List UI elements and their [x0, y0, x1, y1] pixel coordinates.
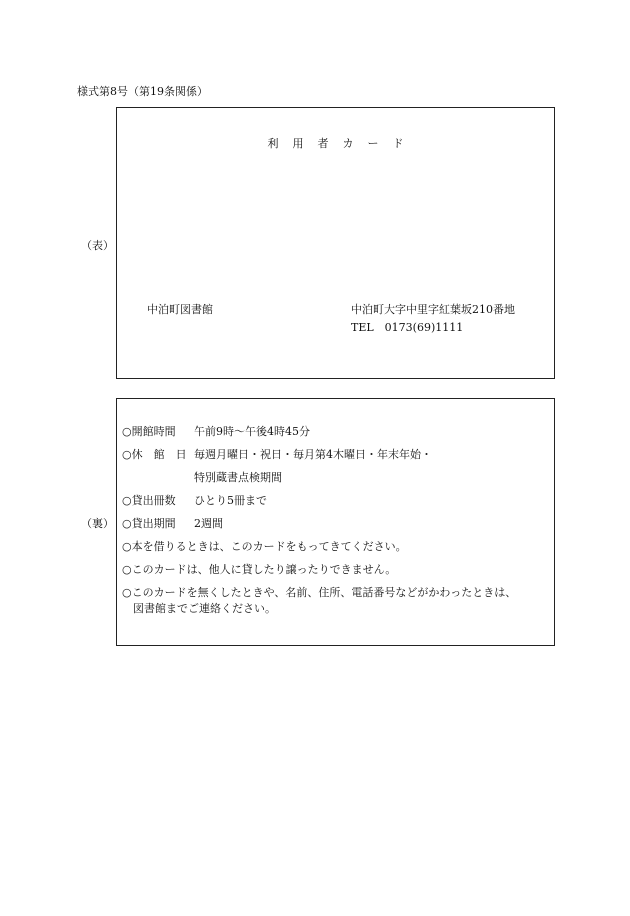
card-title: 利用者カード [267, 137, 418, 150]
library-address: 中泊町大字中里字紅葉坂210番地 [351, 303, 515, 316]
info-label: ○開館時間 [122, 425, 176, 438]
info-label: ○貸出冊数 [122, 494, 176, 507]
card-front [116, 107, 555, 379]
info-value: 2週間 [194, 517, 223, 530]
note-line: ○このカードは、他人に貸したり譲ったりできません。 [122, 563, 397, 576]
front-side-label: （表） [81, 239, 114, 252]
note-line: ○本を借りるときは、このカードをもってきてください。 [122, 540, 407, 553]
note-line: ○このカードを無くしたときや、名前、住所、電話番号などがかわったときは、 [122, 586, 517, 599]
note-line: 図書館までご連絡ください。 [122, 602, 276, 615]
loan-count-row [122, 492, 267, 508]
loan-period-row [122, 515, 223, 531]
info-value: ひとり5冊まで [194, 494, 267, 507]
library-name: 中泊町図書館 [147, 303, 213, 316]
library-tel: TEL 0173(69)1111 [351, 321, 464, 334]
info-value: 毎週月曜日・祝日・毎月第4木曜日・年末年始・ [194, 448, 432, 461]
info-label: ○休 館 日 [122, 448, 187, 461]
info-value: 特別蔵書点検期間 [194, 471, 282, 484]
info-value: 午前9時～午後4時45分 [194, 425, 310, 438]
card-back [116, 398, 555, 646]
opening-hours-row [122, 423, 310, 439]
info-label: ○貸出期間 [122, 517, 176, 530]
closed-days-row-continued [122, 469, 282, 485]
form-number-label: 様式第8号（第19条関係） [77, 85, 208, 98]
closed-days-row [122, 446, 432, 462]
back-side-label: （裏） [81, 517, 114, 530]
